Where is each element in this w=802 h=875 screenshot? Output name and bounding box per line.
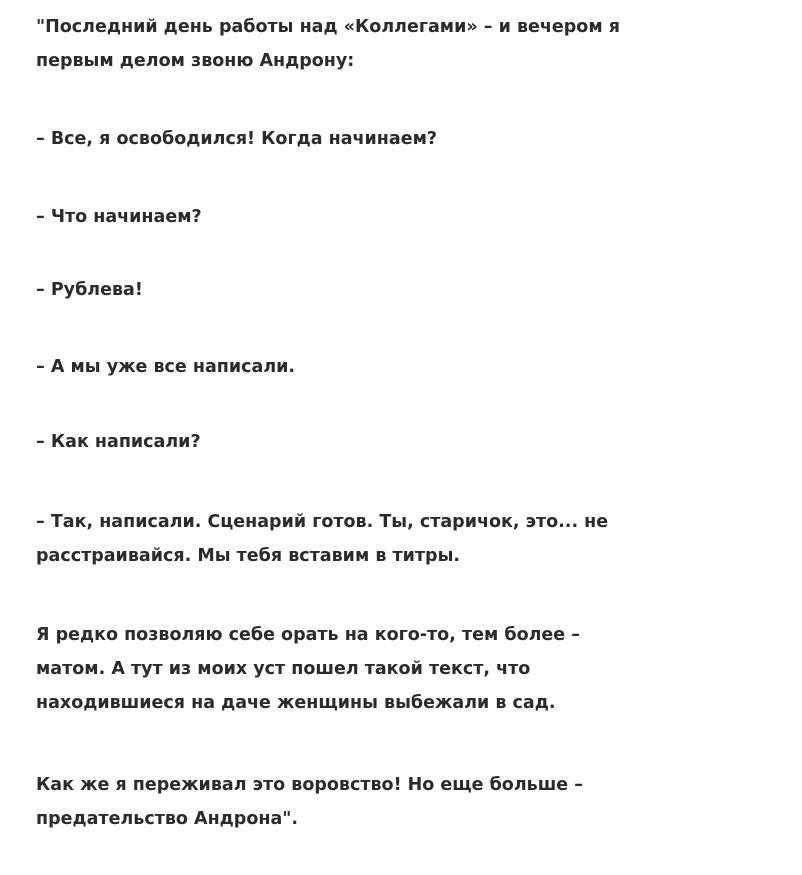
text-line: – Как написали? — [36, 432, 201, 452]
paragraph-conclusion — [36, 768, 786, 836]
dialogue-line-4 — [36, 350, 786, 384]
text-line: Я редко позволяю себе орать на кого-то, тем более – — [36, 625, 580, 645]
dialogue-line-2 — [36, 200, 786, 234]
dialogue-line-5 — [36, 425, 786, 459]
text-line: расстраивайся. Мы тебя вставим в титры. — [36, 546, 461, 566]
text-line: – Рублева! — [36, 280, 143, 300]
text-line: – А мы уже все написали. — [36, 357, 296, 377]
text-line: – Так, написали. Сценарий готов. Ты, старичок, это... не — [36, 512, 609, 532]
dialogue-line-3 — [36, 273, 786, 307]
text-line: предательство Андрона". — [36, 809, 299, 829]
text-line: матом. А тут из моих уст пошел такой текст, что — [36, 659, 531, 679]
text-line: – Что начинаем? — [36, 207, 202, 227]
paragraph-reaction — [36, 618, 786, 720]
text-line: – Все, я освободился! Когда начинаем? — [36, 129, 438, 149]
dialogue-line-1 — [36, 122, 786, 156]
text-line: находившиеся на даче женщины выбежали в сад. — [36, 693, 556, 713]
text-line: "Последний день работы над «Коллегами» – и вечером я — [36, 17, 620, 37]
text-line: Как же я переживал это воровство! Но еще больше – — [36, 775, 584, 795]
dialogue-line-6 — [36, 505, 786, 573]
text-line: первым делом звоню Андрону: — [36, 51, 355, 71]
paragraph-intro — [36, 10, 786, 78]
